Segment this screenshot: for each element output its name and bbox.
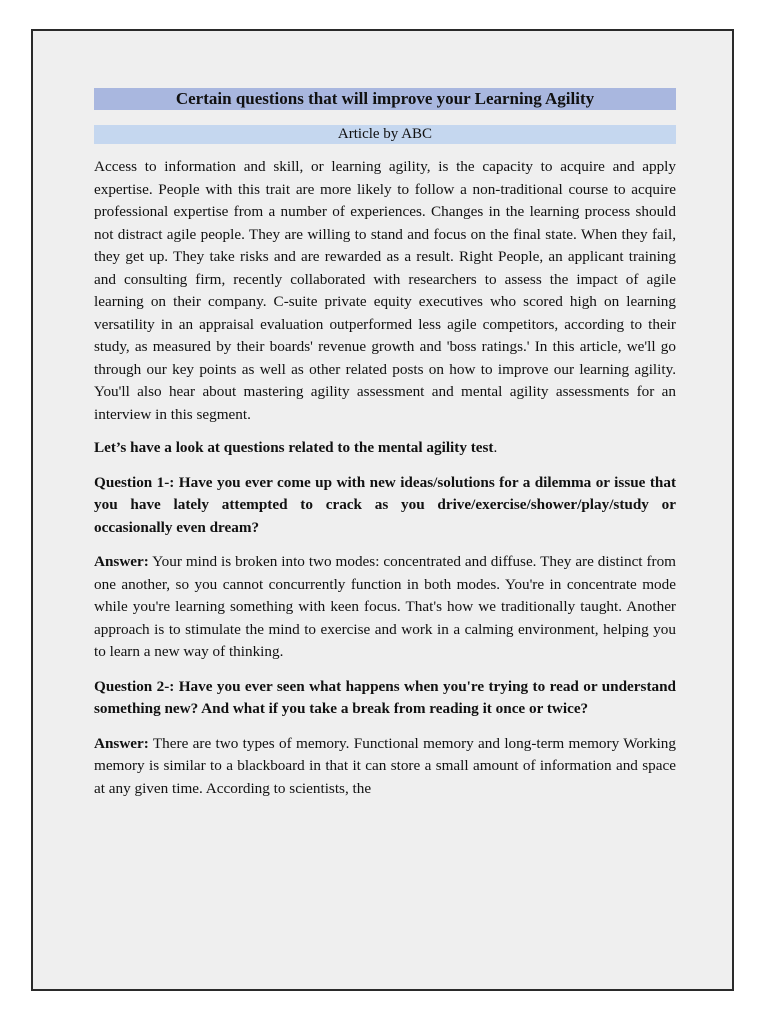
- answer-2: [94, 733, 676, 801]
- answer-1-text: Your mind is broken into two modes: concentrated and diffuse. They are distinct from one another, so you cannot concurrently function in both modes. You're in concentrate mode while you're learning something with keen focus. That's how we traditionally taught. Another approach is to stimulate the mind to exercise and work in a calming environment, helping you to learn a new way of thinking.: [94, 553, 676, 660]
- section-heading: [94, 437, 676, 460]
- answer-2-text: There are two types of memory. Functional memory and long-term memory Working memory is similar to a blackboard in that it can store a small amount of information and space at any given time. According to scientists, the: [94, 734, 676, 797]
- document-page: [31, 29, 734, 991]
- answer-1: [94, 551, 676, 664]
- answer-2-label: Answer:: [94, 734, 149, 752]
- question-2: Question 2-: Have you ever seen what happens when you're trying to read or understand something new? And what if you take a break from reading it once or twice?: [94, 677, 676, 717]
- intro-paragraph: Access to information and skill, or learning agility, is the capacity to acquire and apply expertise. People with this trait are more likely to follow a non-traditional course to acquire professional expertise from a number of experiences. Changes in the learning process should not distract agile people. They are willing to stand and focus on the final state. When they fail, they get up. They take risks and are rewarded as a result. Right People, an applicant training and consulting firm, recently collaborated with researchers to assess the impact of agile learning on their company. C-suite private equity executives who scored high on learning versatility in an appraisal evaluation outperformed less agile competitors, according to their study, as measured by their boards' revenue growth and 'boss ratings.' In this article, we'll go through our key points as well as other related posts on how to improve our learning agility. You'll also hear about mastering agility assessment and mental agility assessments for an interview in this segment.: [94, 158, 676, 423]
- answer-1-label: Answer:: [94, 553, 149, 570]
- question-1: Question 1-: Have you ever come up with new ideas/solutions for a dilemma or issue that you have lately attempted to crack as you drive/exercise/shower/play/study or occasionally even dream?: [94, 473, 676, 536]
- section-heading-text: Let’s have a look at questions related to the mental agility test: [94, 439, 494, 456]
- section-heading-period: .: [493, 439, 498, 456]
- document-content: [94, 88, 676, 800]
- document-title: Certain questions that will improve your Learning Agility: [94, 88, 676, 110]
- article-byline: Article by ABC: [94, 125, 676, 144]
